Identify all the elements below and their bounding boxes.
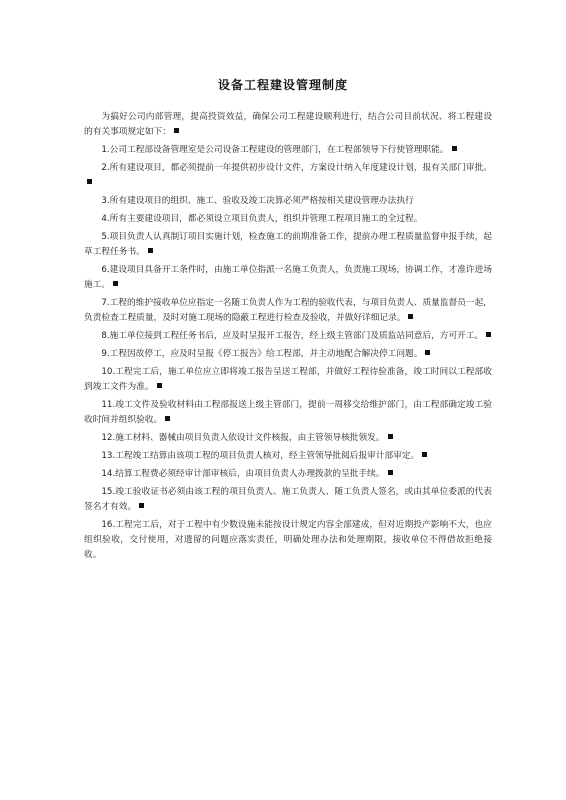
paragraph-text: 8.施工单位接到工程任务书后，应及时呈报开工报告，经上级主管部门及质监站同意后，方可开工。 bbox=[101, 331, 484, 341]
clause-13 bbox=[84, 449, 492, 464]
paragraph-text: 为搞好公司内部管理，提高投资效益，确保公司工程建设顺利进行，结合公司目前状况、将工程建设的有关事项规定如下： bbox=[84, 112, 492, 137]
paragraph-end-mark bbox=[452, 146, 457, 151]
paragraph-text: 4.所有主要建设项目，都必须设立项目负责人，组织并管理工程项目施工的全过程。 bbox=[101, 214, 423, 224]
paragraph-text: 7.工程的维护接收单位应指定一名随工负责人作为工程的验收代表，与项目负责人、质量监督员一起，负责检查工程质量，及时对施工现场的隐蔽工程进行检查及验收，并做好详细记录。 bbox=[84, 298, 492, 323]
paragraph-end-mark bbox=[408, 314, 413, 319]
clause-4 bbox=[84, 212, 492, 227]
clause-16 bbox=[84, 518, 492, 563]
paragraph-end-mark bbox=[148, 248, 153, 253]
paragraph-text: 1.公司工程部设备管理室是公司设备工程建设的管理部门，在工程部领导下行使管理职能。 bbox=[101, 145, 449, 155]
paragraph-end-mark bbox=[87, 179, 92, 184]
document-title: 设备工程建设管理制度 bbox=[217, 78, 348, 92]
paragraph-text: 9.工程因故停工，应及时呈报《停工报告》给工程部，并主动地配合解决停工问题。 bbox=[101, 349, 423, 359]
paragraph-end-mark bbox=[174, 128, 179, 133]
paragraph-text: 15.竣工验收证书必须由该工程的项目负责人、施工负责人、随工负责人签名，或由其单位委派的代表签名才有效。 bbox=[84, 487, 492, 512]
paragraph-text: 3.所有建设项目的组织、施工、验收及竣工决算必须严格按相关建设管理办法执行 bbox=[101, 196, 414, 206]
paragraph-text: 6.建设项目具备开工条件时，由施工单位指派一名施工负责人，负责施工现场，协调工作，才准许进场施工。 bbox=[84, 265, 492, 290]
clause-10 bbox=[84, 365, 492, 395]
paragraph-end-mark bbox=[165, 416, 170, 421]
clause-3 bbox=[84, 194, 492, 209]
clause-15 bbox=[84, 485, 492, 515]
paragraph-end-mark bbox=[486, 332, 491, 337]
paragraph-end-mark bbox=[157, 383, 162, 388]
paragraph-text: 5.项目负责人认真制订项目实施计划，检查施工的前期准备工作，提前办理工程质量监督申报手续，起草工程任务书。 bbox=[84, 232, 492, 257]
paragraph-text: 16.工程完工后，对于工程中有少数设施未能按设计规定内容全部建成，但对近期投产影响不大，也应组织验收，交付使用，对遗留的问题应落实责任，明确处理办法和处理期限，接收单位不得借故拒绝接收。 bbox=[84, 520, 492, 560]
paragraph-end-mark bbox=[113, 281, 118, 286]
document-body bbox=[84, 110, 492, 566]
paragraph-end-mark bbox=[422, 452, 427, 457]
paragraph-text: 10.工程完工后，施工单位应立即将竣工报告呈送工程部，并做好工程待验准备，竣工时间以工程部收到竣工文件为准。 bbox=[84, 367, 492, 392]
clause-14 bbox=[84, 467, 492, 482]
paragraph-text: 2.所有建设项目，都必须提前一年提供初步设计文件，方案设计纳入年度建设计划，报有关部门审批。 bbox=[101, 163, 492, 173]
clause-5 bbox=[84, 230, 492, 260]
clause-9 bbox=[84, 347, 492, 362]
clause-7 bbox=[84, 296, 492, 326]
clause-1 bbox=[84, 143, 492, 158]
paragraph-end-mark bbox=[388, 434, 393, 439]
paragraph-text: 14.结算工程费必须经审计部审核后，由项目负责人办理拨款的呈批手续。 bbox=[101, 469, 385, 479]
intro-paragraph bbox=[84, 110, 492, 140]
clause-12 bbox=[84, 431, 492, 446]
paragraph-end-mark bbox=[388, 470, 393, 475]
clause-8 bbox=[84, 329, 492, 344]
paragraph-text: 12.施工材料、器械由项目负责人依设计文件核报，由主管领导核批领发。 bbox=[101, 433, 385, 443]
clause-2 bbox=[84, 161, 492, 191]
clause-6 bbox=[84, 263, 492, 293]
paragraph-end-mark bbox=[425, 350, 430, 355]
clause-11 bbox=[84, 398, 492, 428]
paragraph-text: 11.竣工文件及验收材料由工程部报送上级主管部门，提前一周移交给维护部门，由工程部确定竣工验收时间并组织验收。 bbox=[84, 400, 492, 425]
paragraph-text: 13.工程竣工结算由该项工程的项目负责人核对，经主管领导批阅后报审计部审定。 bbox=[101, 451, 420, 461]
paragraph-end-mark bbox=[139, 503, 144, 508]
